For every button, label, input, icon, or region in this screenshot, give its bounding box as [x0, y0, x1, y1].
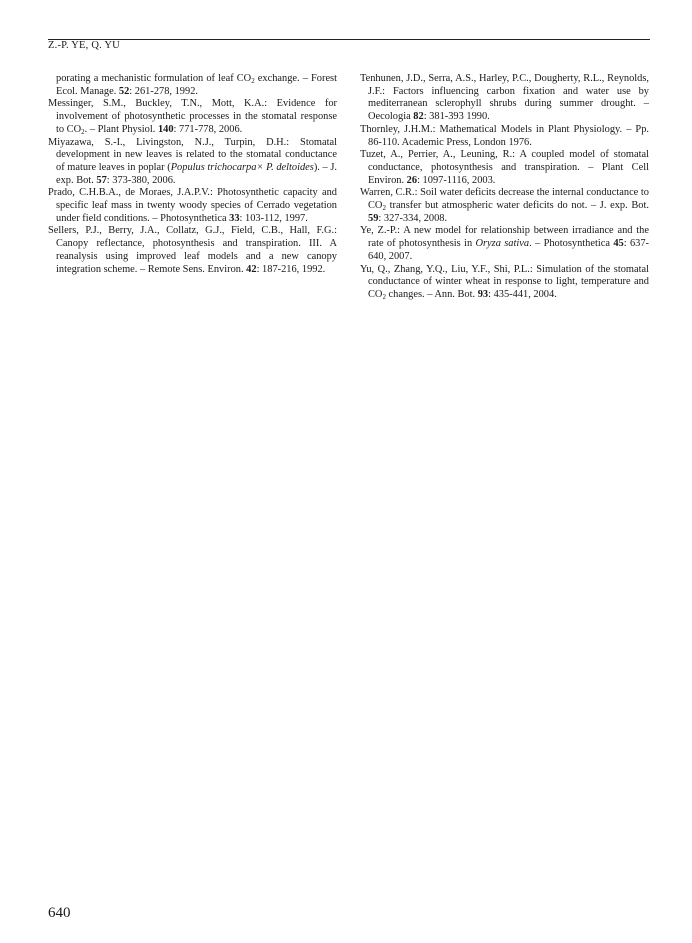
references-left-column	[48, 73, 337, 276]
reference-text: : 103-112, 1997.	[239, 212, 308, 224]
reference-text: : 261-278, 1992.	[129, 85, 198, 97]
reference-text: : 637-640, 2007.	[368, 238, 649, 262]
references-right-column	[360, 73, 649, 302]
reference-text: Miyazawa, S.-I., Livingston, N.J., Turpin, D.H.: Stomatal development in new leaves is related to the stomatal conductance of mature leaves in poplar (	[48, 136, 337, 173]
reference-text: 42	[246, 263, 257, 275]
reference-text: Sellers, P.J., Berry, J.A., Collatz, G.J., Field, C.B., Hall, F.G.: Canopy reflectance, photosynthesis and transpiration. III. A reanalysis using improved leaf models and a new canopy integration scheme. – Remote Sens. Environ.	[48, 225, 337, 275]
reference-text: : 327-334, 2008.	[378, 212, 448, 224]
reference-entry	[48, 187, 337, 225]
reference-text: 2	[382, 204, 386, 213]
reference-text: 2	[81, 127, 85, 136]
reference-entry	[360, 124, 649, 149]
page-number: 640	[48, 905, 71, 921]
reference-entry	[360, 187, 649, 225]
reference-text: Populus trichocarpa× P. deltoides	[170, 161, 314, 173]
reference-text: Tenhunen, J.D., Serra, A.S., Harley, P.C., Dougherty, R.L., Reynolds, J.F.: Factors influencing carbon fixation and water use by mediterranean sclerophyll shrubs during summer drought. – Oecologia	[360, 73, 649, 123]
reference-entry	[360, 225, 649, 263]
reference-text: ). – J. exp. Bot.	[56, 161, 337, 186]
reference-text: : 187-216, 1992.	[256, 263, 326, 275]
reference-text: changes. – Ann. Bot.	[385, 288, 478, 300]
reference-entry	[48, 225, 337, 276]
reference-text: Yu, Q., Zhang, Y.Q., Liu, Y.F., Shi, P.L.: Simulation of the stomatal conductance of winter wheat in response to light, temperature and CO	[360, 263, 649, 300]
reference-text: . – Photosynthetica	[529, 238, 614, 250]
reference-text: 82	[413, 111, 424, 123]
reference-text: . – Plant Physiol.	[84, 123, 158, 135]
reference-entry	[48, 98, 337, 136]
reference-text: 45	[613, 238, 624, 250]
reference-text: 2	[251, 77, 255, 85]
reference-text: 140	[157, 123, 174, 135]
reference-text: : 381-393 1990.	[423, 111, 490, 123]
reference-text: 2	[382, 292, 386, 301]
reference-text: 93	[477, 288, 489, 300]
reference-text: exchange. – Forest Ecol. Manage.	[56, 73, 337, 97]
reference-text: Ye, Z.-P.: A new model for relationship between irradiance and the rate of photosynthesis in	[360, 225, 649, 250]
reference-text: : 771-778, 2006.	[173, 123, 243, 135]
reference-text: Prado, C.H.B.A., de Moraes, J.A.P.V.: Photosynthetic capacity and specific leaf mass in twenty woody species of Cerrado vegetation under field conditions. – Photosynthetica	[48, 187, 337, 224]
reference-text: 26	[406, 174, 418, 186]
reference-text: 33	[229, 212, 240, 224]
reference-text: transfer but atmospheric water deficits do not. – J. exp. Bot.	[385, 200, 649, 212]
reference-text: Messinger, S.M., Buckley, T.N., Mott, K.A.: Evidence for involvement of photosynthetic processes in the stomatal response to CO	[48, 98, 337, 135]
reference-text: 57	[96, 174, 107, 186]
reference-text: : 435-441, 2004.	[488, 288, 557, 300]
running-head: Z.-P. YE, Q. YU	[48, 40, 120, 51]
reference-entry	[360, 73, 649, 124]
reference-entry	[48, 137, 337, 188]
reference-text: porating a mechanistic formulation of leaf CO	[56, 73, 252, 84]
reference-text: 59	[368, 212, 379, 224]
header-rule	[48, 39, 650, 40]
reference-text: Thornley, J.H.M.: Mathematical Models in Plant Physiology. – Pp. 86-110. Academic Press, London 1976.	[360, 123, 649, 148]
reference-entry	[360, 264, 649, 302]
reference-text: Tuzet, A., Perrier, A., Leuning, R.: A coupled model of stomatal conductance, photosynthesis and transpiration. – Plant Cell Environ.	[360, 149, 649, 186]
reference-entry	[360, 149, 649, 187]
reference-entry	[48, 73, 337, 98]
reference-text: : 1097-1116, 2003.	[417, 174, 496, 186]
reference-text: Warren, C.R.: Soil water deficits decrease the internal conductance to CO	[360, 187, 649, 212]
reference-text: : 373-380, 2006.	[106, 174, 176, 186]
reference-text: Oryza sativa	[475, 238, 530, 250]
reference-text: 52	[118, 85, 130, 97]
